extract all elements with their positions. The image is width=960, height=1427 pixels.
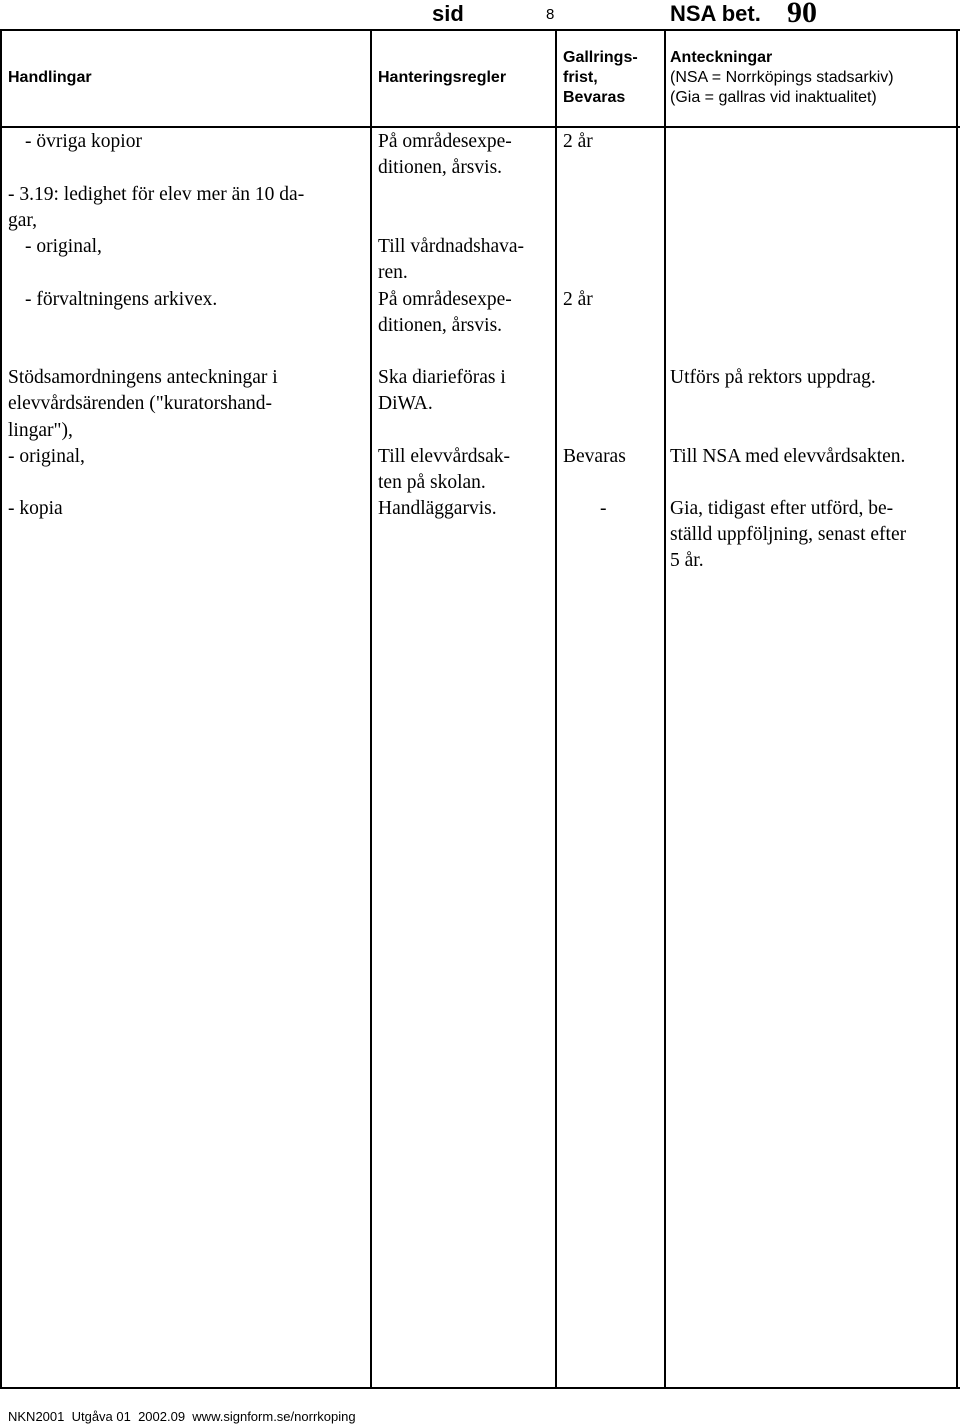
cell-anteckning-stodsamordning-original: Till NSA med elevvårdsakten. <box>670 446 906 467</box>
table-top-border <box>0 29 960 31</box>
cell-handling-ledighet-original: - original, <box>25 236 102 257</box>
cell-anteckning-stodsamordning-kopia-1: Gia, tidigast efter utförd, be- <box>670 498 894 519</box>
sid-number: 8 <box>546 6 555 23</box>
cell-handling-ledighet-arkivex: - förvaltningens arkivex. <box>25 289 218 310</box>
cell-regel-stodsamordning-original-1: Till elevvårdsak- <box>378 446 510 467</box>
table-header-divider <box>0 126 960 128</box>
column-header-handlingar: Handlingar <box>8 69 92 86</box>
cell-handling-stodsamordning-original: - original, <box>8 446 85 467</box>
cell-frist-ledighet-arkivex: 2 år <box>563 289 593 310</box>
column-header-anteckningar-gia: (Gia = gallras vid inaktualitet) <box>670 89 877 106</box>
column-header-anteckningar: Anteckningar <box>670 49 773 66</box>
column-header-anteckningar-nsa: (NSA = Norrköpings stadsarkiv) <box>670 69 894 86</box>
cell-regel-stodsamordning-2: DiWA. <box>378 393 433 414</box>
cell-frist-stodsamordning-kopia: - <box>600 498 607 519</box>
cell-anteckning-stodsamordning-kopia-2: ställd uppföljning, senast efter <box>670 524 907 545</box>
cell-regel-ovriga-kopior-2: ditionen, årsvis. <box>378 157 503 178</box>
cell-handling-stodsamordning-kopia: - kopia <box>8 498 63 519</box>
sid-label: sid <box>432 1 464 26</box>
nsa-label: NSA bet. <box>670 1 761 26</box>
table-bottom-border <box>0 1387 960 1389</box>
cell-handling-ledighet-2: gar, <box>8 210 37 231</box>
cell-handling-ledighet-1: - 3.19: ledighet för elev mer än 10 da- <box>8 184 305 205</box>
cell-handling-stodsamordning-1: Stödsamordningens anteckningar i <box>8 367 278 388</box>
column-header-gallringsfrist-line2: frist, <box>563 69 598 86</box>
cell-regel-ledighet-original-1: Till vårdnadshava- <box>378 236 525 257</box>
cell-handling-ovriga-kopior: - övriga kopior <box>25 131 142 152</box>
column-header-gallringsfrist-line1: Gallrings- <box>563 49 638 66</box>
cell-handling-stodsamordning-3: lingar"), <box>8 420 73 441</box>
column-divider-3 <box>664 29 666 1389</box>
column-header-gallringsfrist-line3: Bevaras <box>563 89 626 106</box>
cell-regel-ledighet-original-2: ren. <box>378 262 408 283</box>
cell-regel-stodsamordning-1: Ska diarieföras i <box>378 367 506 388</box>
table-left-border <box>0 29 2 1389</box>
nsa-number: 90 <box>787 0 817 29</box>
cell-handling-stodsamordning-2: elevvårdsärenden ("kuratorshand- <box>8 393 273 414</box>
column-header-hanteringsregler: Hanteringsregler <box>378 69 507 86</box>
cell-regel-ovriga-kopior-1: På områdesexpe- <box>378 131 512 152</box>
cell-frist-ovriga-kopior: 2 år <box>563 131 593 152</box>
cell-frist-stodsamordning-original: Bevaras <box>563 446 626 467</box>
cell-regel-stodsamordning-kopia: Handläggarvis. <box>378 498 497 519</box>
cell-regel-ledighet-arkivex-2: ditionen, årsvis. <box>378 315 503 336</box>
cell-regel-ledighet-arkivex-1: På områdesexpe- <box>378 289 512 310</box>
column-divider-1 <box>370 29 372 1389</box>
page-footer: NKN2001 Utgåva 01 2002.09 www.signform.se/norrkoping <box>8 1409 356 1424</box>
table-right-border <box>956 29 958 1389</box>
cell-regel-stodsamordning-original-2: ten på skolan. <box>378 472 486 493</box>
column-divider-2 <box>555 29 557 1389</box>
cell-anteckning-stodsamordning: Utförs på rektors uppdrag. <box>670 367 876 388</box>
cell-anteckning-stodsamordning-kopia-3: 5 år. <box>670 550 704 571</box>
